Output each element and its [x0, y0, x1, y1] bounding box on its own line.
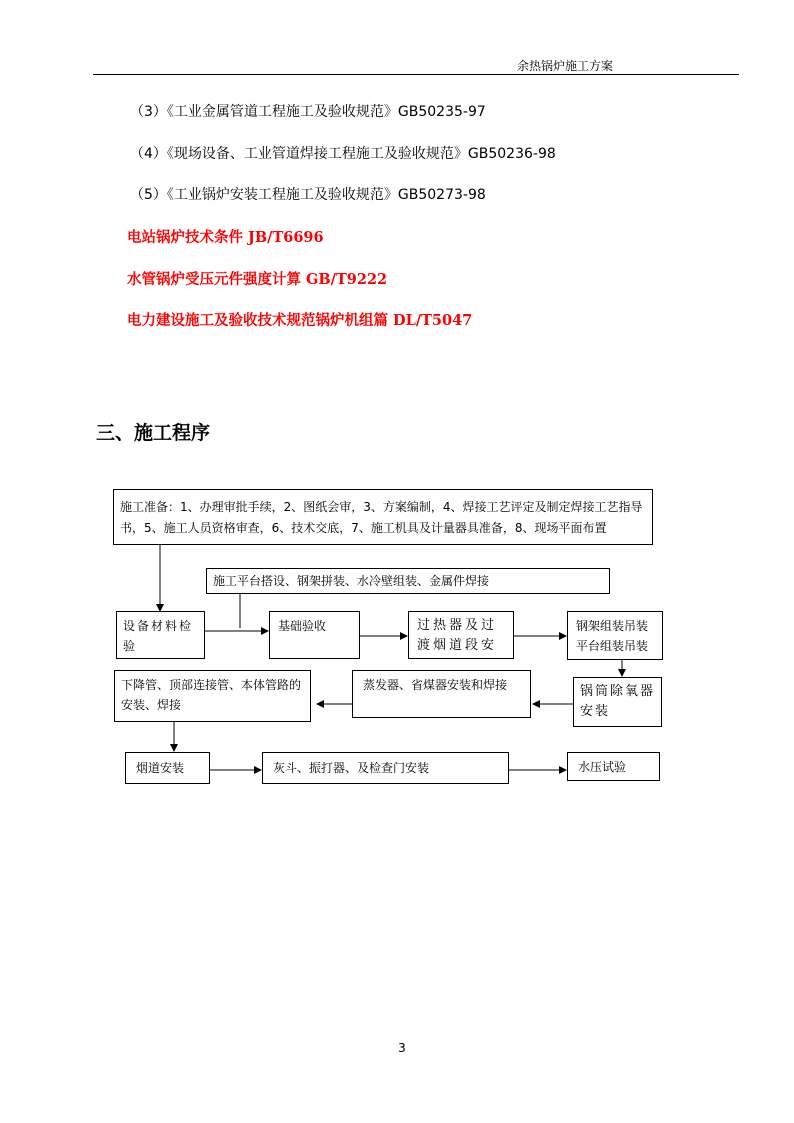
flow-box-hydro: 水压试验 — [567, 752, 660, 781]
flow-box-ash: 灰斗、振打器、及检查门安装 — [262, 752, 509, 784]
reference-item: （3）《工业金属管道工程施工及验收规范》GB50235-97 — [130, 104, 486, 120]
standard-item: 水管锅炉受压元件强度计算 GB/T9222 — [127, 271, 388, 288]
standard-item: 电站锅炉技术条件 JB/T6696 — [127, 229, 324, 246]
section-title: 三、施工程序 — [96, 422, 211, 444]
flow-box-superheater: 过热器及过渡烟道段安 — [408, 611, 514, 659]
page-number: 3 — [398, 1041, 406, 1055]
flow-box-prep: 施工准备：1、办理审批手续，2、图纸会审，3、方案编制，4、焊接工艺评定及制定焊接工艺指导书，5、施工人员资格审查，6、技术交底，7、施工机具及计量器具准备，8、现场平面布置 — [113, 489, 653, 545]
flow-box-steel-hoist: 钢架组装吊装平台组装吊装 — [567, 611, 663, 660]
reference-item: （4）《现场设备、工业管道焊接工程施工及验收规范》GB50236-98 — [130, 146, 556, 162]
flow-box-platform: 施工平台搭设、钢架拼装、水冷壁组装、金属件焊接 — [206, 568, 610, 594]
flow-box-downcomer: 下降管、顶部连接管、本体管路的安装、焊接 — [114, 670, 311, 722]
standard-item: 电力建设施工及验收技术规范锅炉机组篇 DL/T5047 — [127, 312, 473, 329]
flow-box-drum: 锅筒除氧器安装 — [573, 677, 662, 727]
flow-box-foundation: 基础验收 — [269, 611, 360, 659]
flow-box-material-check: 设备材料检验 — [116, 611, 205, 659]
page-header-title: 余热锅炉施工方案 — [516, 59, 613, 73]
flow-box-evaporator: 蒸发器、省煤器安装和焊接 — [352, 670, 531, 718]
reference-item: （5）《工业锅炉安装工程施工及验收规范》GB50273-98 — [130, 187, 486, 203]
flow-box-flue: 烟道安装 — [125, 752, 210, 784]
